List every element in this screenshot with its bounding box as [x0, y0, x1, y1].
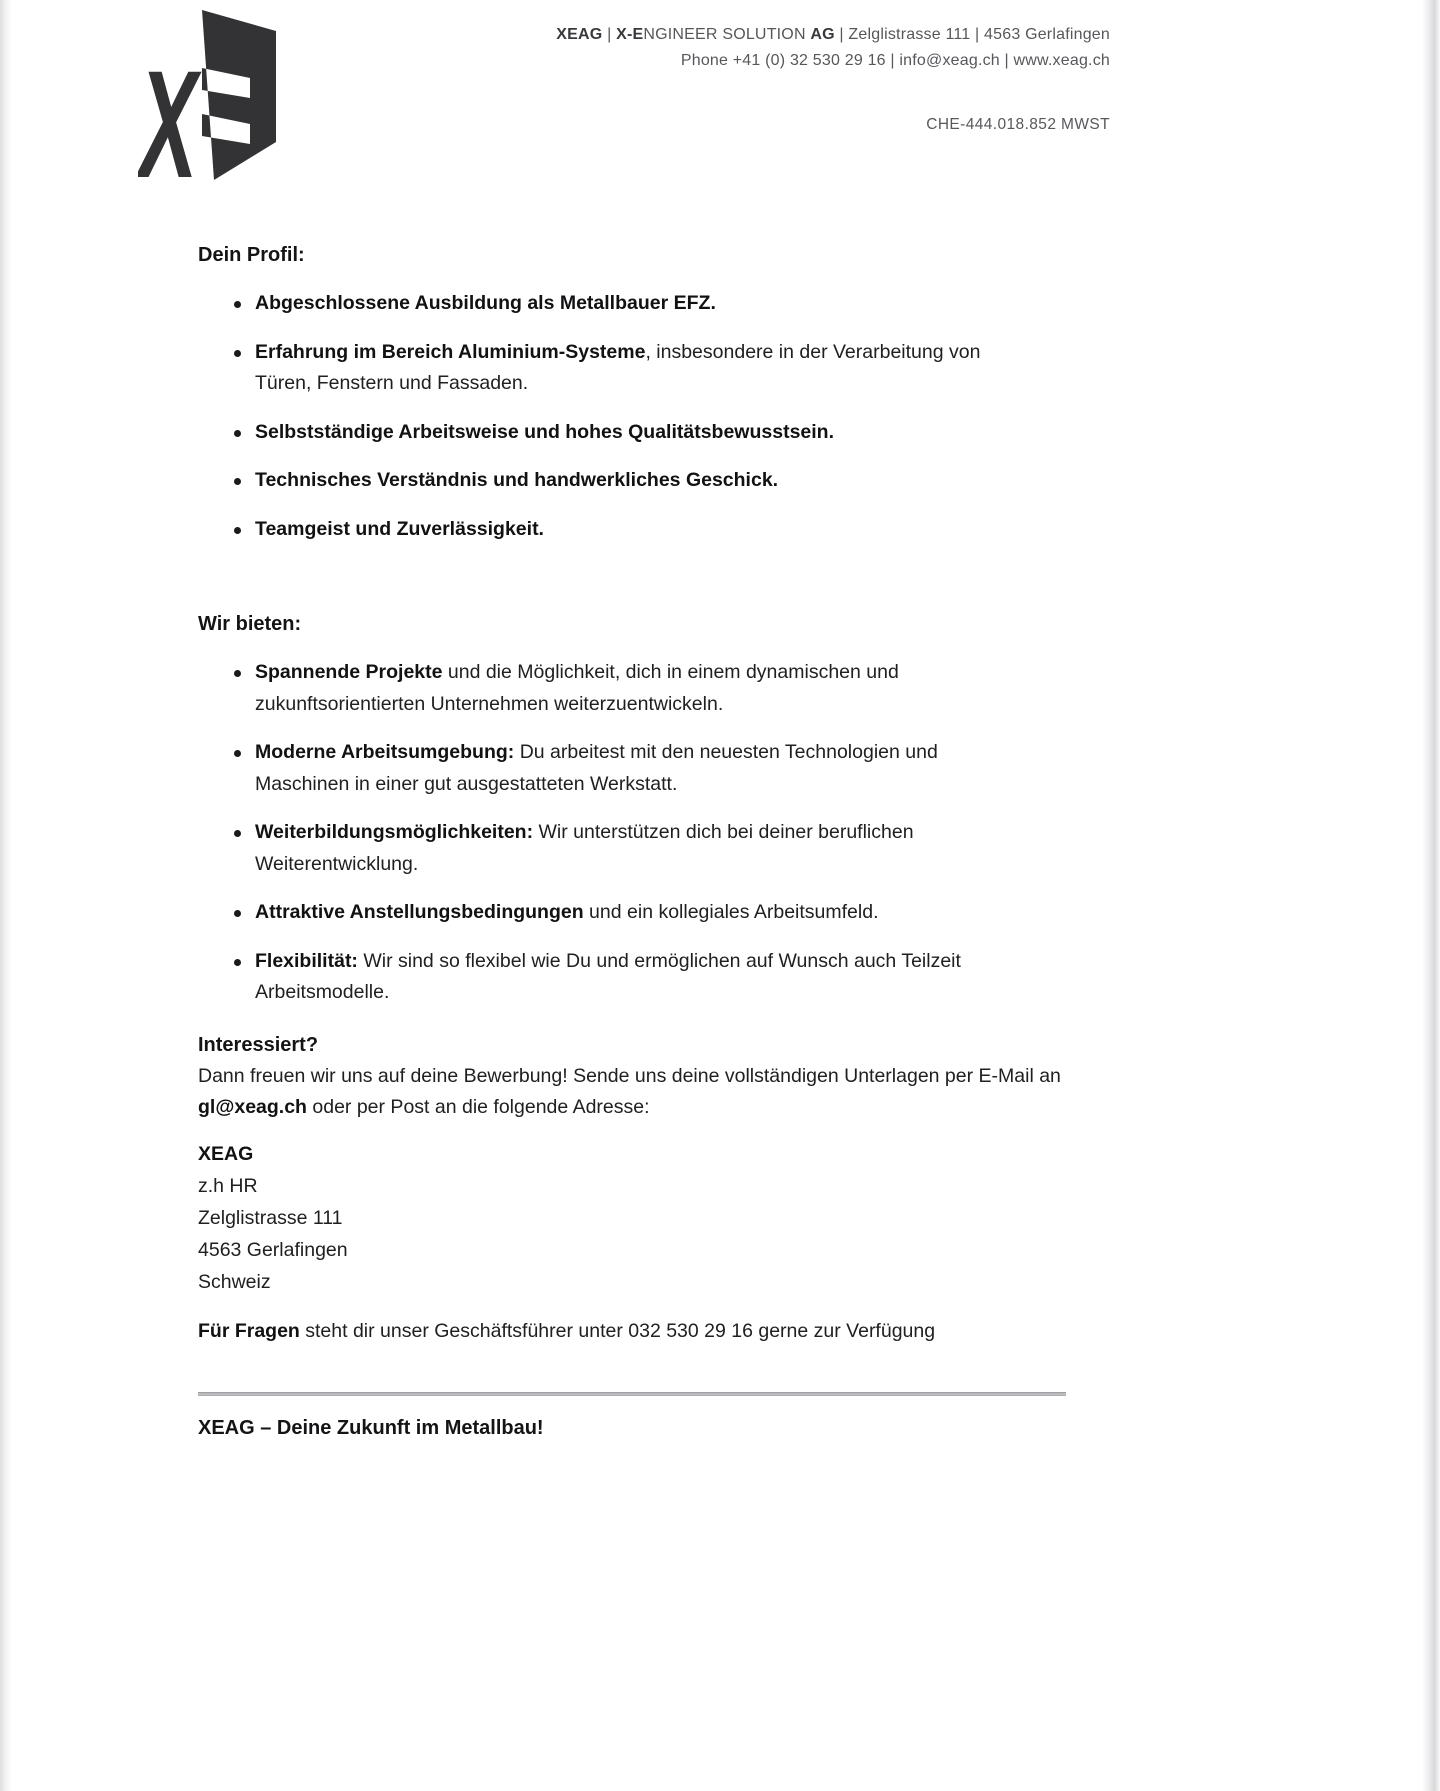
apply-paragraph: Dann freuen wir uns auf deine Bewerbung! Sende uns deine vollständigen Unterlagen per E-Mail an gl@xeag.ch oder per Post an die folgende Adresse: — [198, 1064, 1061, 1118]
logo-x-glyph: X — [139, 39, 198, 188]
letterhead-ag: AG — [810, 26, 835, 43]
list-item: Flexibilität: Wir sind so flexibel wie Du und ermöglichen auf Wunsch auch Teilzeit Arbeitsmodelle. — [198, 946, 1037, 1009]
section-heading-offer: Wir bieten: — [198, 613, 302, 635]
letterhead-name-bold: X-E — [616, 26, 644, 43]
postal-address — [198, 1138, 1078, 1298]
email-address[interactable]: gl@xeag.ch — [198, 1095, 307, 1118]
section-heading-apply: Interessiert? — [198, 1033, 319, 1056]
list-item: Moderne Arbeitsumgebung: Du arbeitest mit den neuesten Technologien und Maschinen in einer gut ausgestatteten Werkstatt. — [198, 737, 1037, 800]
address-line: z.h HR — [198, 1174, 258, 1197]
list-item: Attraktive Anstellungsbedingungen und ein kollegiales Arbeitsumfeld. — [198, 897, 1037, 929]
list-item: Teamgeist und Zuverlässigkeit. — [198, 514, 1037, 546]
vat-number: CHE-444.018.852 MWST — [926, 116, 1110, 133]
list-item: Selbstständige Arbeitsweise und hohes Qualitätsbewusstsein. — [198, 417, 1037, 449]
footer-tagline: XEAG – Deine Zukunft im Metallbau! — [198, 1416, 544, 1439]
list-item: Spannende Projekte und die Möglichkeit, dich in einem dynamischen und zukunftsorientierten Unternehmen weiterzuentwickeln. — [198, 657, 1037, 720]
list-item: Erfahrung im Bereich Aluminium-Systeme, insbesondere in der Verarbeitung von Türen, Fenstern und Fassaden. — [198, 337, 1037, 400]
page-edge-shadow-left — [0, 0, 12, 1791]
questions-paragraph: Für Fragen steht dir unser Geschäftsführer unter 032 530 29 16 gerne zur Verfügung — [198, 1319, 936, 1342]
letterhead-contact-line: Phone +41 (0) 32 530 29 16 | info@xeag.ch | www.xeag.ch — [680, 52, 1110, 69]
profile-bullet-list — [198, 288, 1080, 545]
section-heading-profile: Dein Profil: — [198, 244, 305, 266]
list-item: Weiterbildungsmöglichkeiten: Wir unterstützen dich bei deiner beruflichen Weiterentwicklung. — [198, 817, 1037, 880]
list-item: Abgeschlossene Ausbildung als Metallbauer EFZ. — [198, 288, 1037, 320]
offer-bullet-list — [198, 657, 1080, 1009]
list-item: Technisches Verständnis und handwerkliches Geschick. — [198, 465, 1037, 497]
letterhead-company: XEAG — [556, 26, 603, 43]
document-body — [198, 0, 1080, 1444]
horizontal-divider — [198, 1392, 1066, 1396]
letterhead-name-rest: NGINEER SOLUTION — [643, 26, 811, 43]
page-edge-shadow-right — [1422, 0, 1440, 1791]
address-line: Zelglistrasse 111 — [198, 1206, 343, 1229]
letterhead-address: | Zelglistrasse 111 | 4563 Gerlafingen — [834, 26, 1110, 43]
address-line: Schweiz — [198, 1270, 271, 1293]
address-line: 4563 Gerlafingen — [198, 1238, 348, 1261]
letterhead-line1: XEAG | X-ENGINEER SOLUTION AG | Zelglistrasse 111 | 4563 Gerlafingen — [556, 26, 1110, 43]
address-company: XEAG — [198, 1142, 254, 1165]
